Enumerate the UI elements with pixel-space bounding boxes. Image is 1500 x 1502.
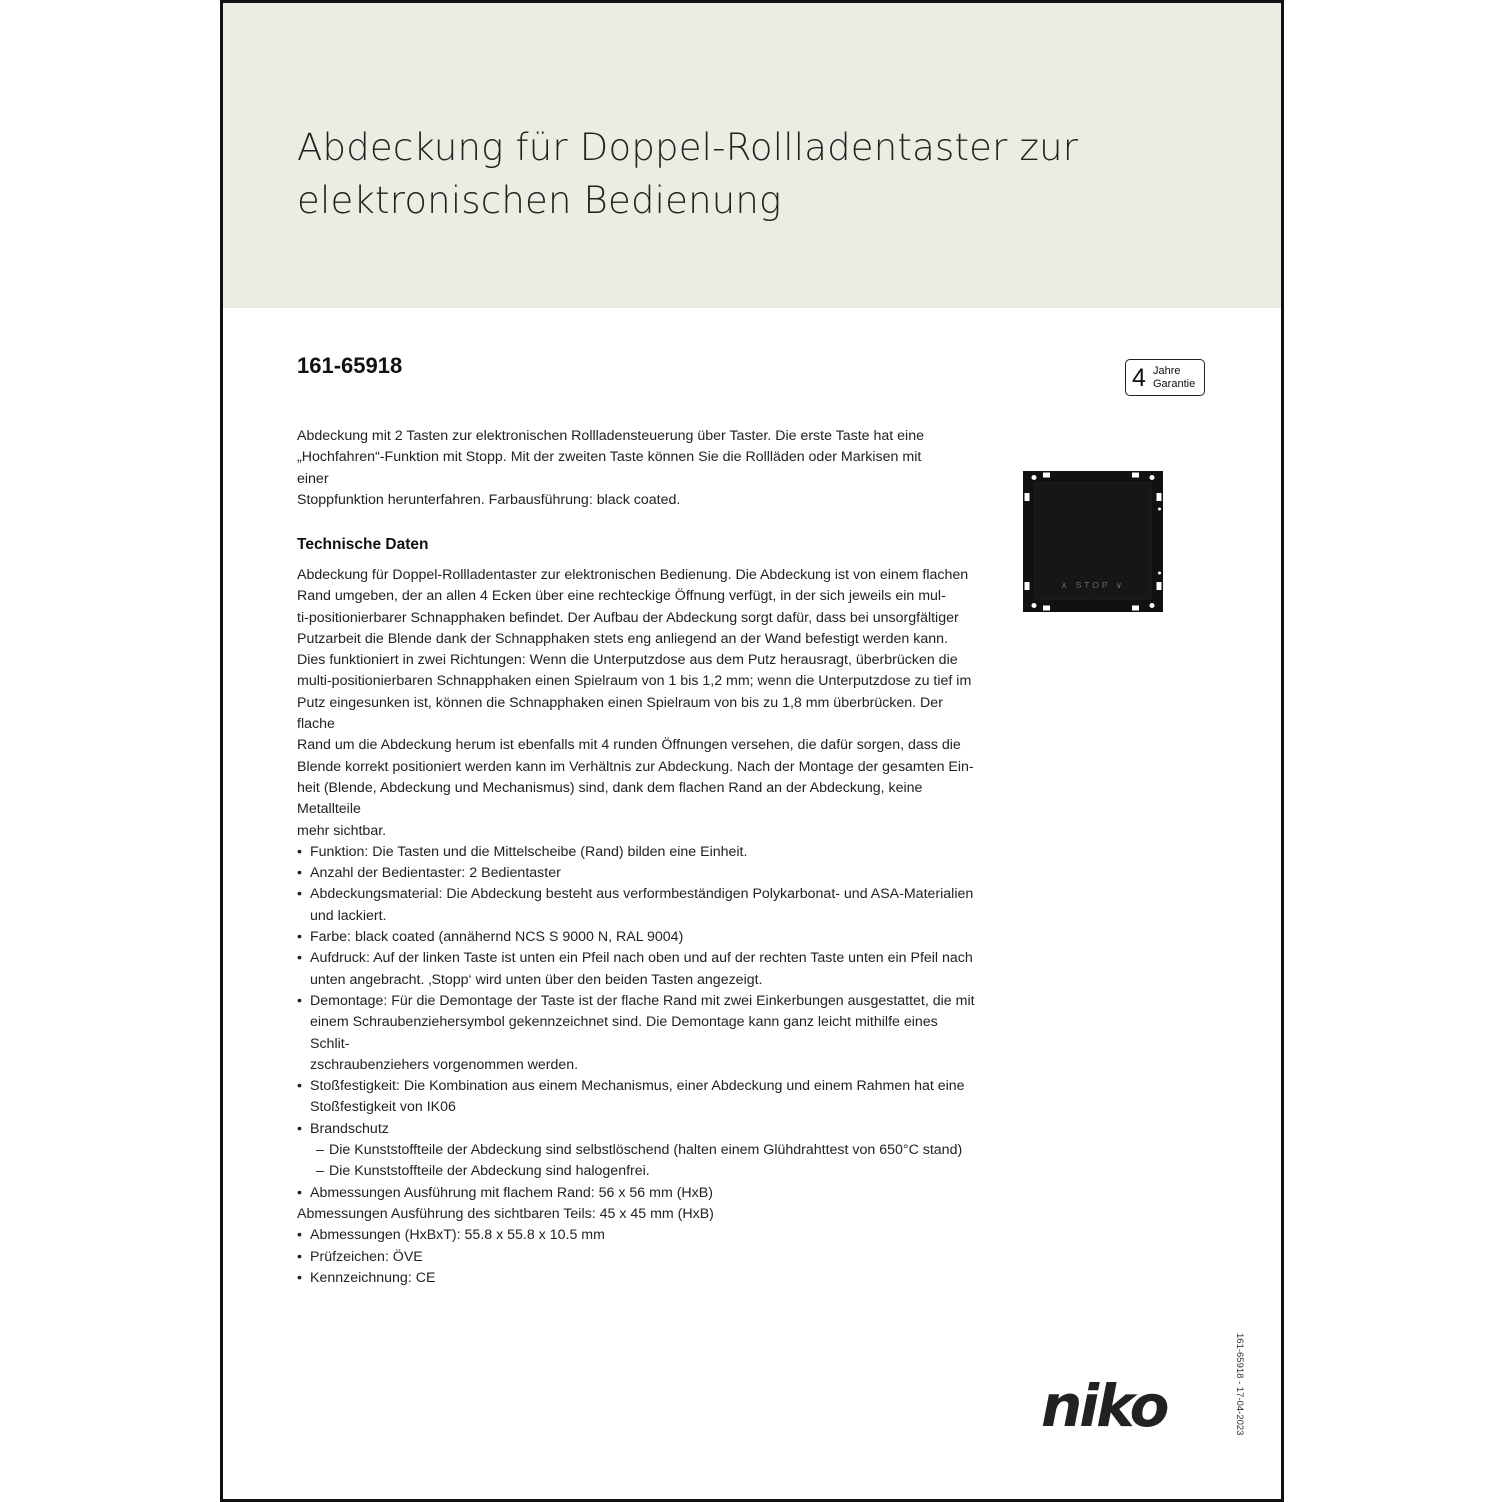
side-reference (1233, 1333, 1245, 1436)
spec-item (297, 948, 977, 991)
spec-line: Abmessungen Ausführung mit flachem Rand: 56 x 56 mm (HxB) (310, 1184, 713, 1201)
spec-line: Brandschutz (310, 1120, 389, 1137)
spec-subitem (297, 1161, 977, 1182)
description-line: Dies funktioniert in zwei Richtungen: Wenn die Unterputzdose aus dem Putz herausragt, überbrücken die (297, 652, 958, 669)
description-line: Putzarbeit die Blende dank der Schnapphaken stets eng anliegend an der Wand befestigt werden kann. (297, 630, 948, 647)
spec-subitem (297, 1140, 977, 1161)
spec-line: Anzahl der Bedientaster: 2 Bedientaster (310, 865, 561, 882)
button-cover-icon (1021, 469, 1165, 614)
spec-line: Die Kunststoffteile der Abdeckung sind halogenfrei. (329, 1163, 650, 1180)
specification-list (297, 842, 977, 1289)
spec-item (297, 1247, 977, 1268)
technical-description (297, 565, 977, 842)
intro-paragraph (297, 426, 937, 511)
spec-line: Stoßfestigkeit von IK06 (310, 1099, 456, 1116)
spec-item (297, 1268, 977, 1289)
spec-line: zschraubenziehers vorgenommen werden. (310, 1056, 579, 1073)
spec-line: Abdeckungsmaterial: Die Abdeckung besteht aus verformbeständigen Polykarbonat- und ASA-Materialien (310, 886, 974, 903)
warranty-label-garantie: Garantie (1153, 378, 1196, 390)
intro-line: „Hochfahren“-Funktion mit Stopp. Mit der zweiten Taste können Sie die Rollläden oder Markisen mit einer (297, 449, 922, 487)
description-line: Abdeckung für Doppel-Rollladentaster zur elektronischen Bedienung. Die Abdeckung ist von einem flachen (297, 567, 969, 583)
description-line: ti-positionierbarer Schnapphaken befindet. Der Aufbau der Abdeckung sorgt dafür, dass bei unsorgfältiger (297, 609, 959, 626)
warranty-years: 4 (1132, 364, 1146, 392)
warranty-label-jahre: Jahre (1153, 365, 1181, 377)
title-line-2: elektronischen Bedienung (297, 179, 782, 222)
spec-line: Farbe: black coated (annähernd NCS S 9000 N, RAL 9004) (310, 929, 684, 946)
description-line: multi-positionierbaren Schnapphaken einen Spielraum von 1 bis 1,2 mm; wenn die Unterputzdose zu tief im (297, 673, 972, 690)
spec-item (297, 842, 977, 863)
description-line: Rand umgeben, der an allen 4 Ecken über eine rechteckige Öffnung verfügt, in der sich jeweils ein mul- (297, 588, 946, 605)
spec-line: einem Schraubenziehersymbol gekennzeichnet sind. Die Demontage kann ganz leicht mithilfe eines Schlit- (310, 1014, 938, 1052)
niko-logo (1041, 1381, 1211, 1431)
logo-text: niko (1041, 1381, 1167, 1431)
spec-line: und lackiert. (310, 907, 387, 924)
spec-item (297, 1204, 977, 1225)
datasheet-page (220, 0, 1284, 1502)
intro-line: Stoppfunktion herunterfahren. Farbausführung: black coated. (297, 491, 681, 508)
spec-item (297, 1076, 977, 1119)
spec-item (297, 884, 977, 927)
spec-line: Funktion: Die Tasten und die Mittelscheibe (Rand) bilden eine Einheit. (310, 843, 748, 860)
description-line: Blende korrekt positioniert werden kann im Verhältnis zur Abdeckung. Nach der Montage der gesamten Ein- (297, 758, 974, 775)
warranty-badge (1125, 359, 1205, 396)
spec-line: Stoßfestigkeit: Die Kombination aus einem Mechanismus, einer Abdeckung und einem Rahmen hat eine (310, 1078, 965, 1095)
spec-item (297, 1119, 977, 1140)
spec-line: Aufdruck: Auf der linken Taste ist unten ein Pfeil nach oben und auf der rechten Taste unten ein Pfeil nach (310, 950, 973, 967)
description-line: Rand um die Abdeckung herum ist ebenfalls mit 4 runden Öffnungen versehen, die dafür sorgen, dass die (297, 737, 961, 754)
spec-item (297, 863, 977, 884)
spec-line: Abmessungen Ausführung des sichtbaren Teils: 45 x 45 mm (HxB) (297, 1205, 714, 1222)
spec-line: Die Kunststoffteile der Abdeckung sind selbstlöschend (halten einem Glühdrahttest von 650°C stand) (329, 1142, 963, 1159)
spec-item (297, 991, 977, 1076)
spec-line: Kennzeichnung: CE (310, 1269, 436, 1286)
product-print-text: ∧ STOP ∨ (1060, 580, 1126, 590)
spec-line: Demontage: Für die Demontage der Taste ist der flache Rand mit zwei Einkerbungen ausgestattet, die mit (310, 992, 975, 1009)
article-number: 161-65918 (297, 353, 403, 378)
document-reference: 161-65918 - 17-04-2023 (1234, 1333, 1245, 1436)
intro-line: Abdeckung mit 2 Tasten zur elektronischen Rollladensteuerung über Taster. Die erste Taste hat eine (297, 428, 924, 444)
spec-item (297, 927, 977, 948)
spec-line: unten angebracht. ‚Stopp‘ wird unten über den beiden Tasten angezeigt. (310, 971, 763, 988)
page-title (297, 121, 1197, 227)
technical-data-body (297, 565, 977, 1289)
description-line: heit (Blende, Abdeckung und Mechanismus) sind, dank dem flachen Rand an der Abdeckung, keine Metallteile (297, 779, 923, 818)
description-line: Putz eingesunken ist, können die Schnapphaken einen Spielraum von bis zu 1,8 mm überbrücken. Der flache (297, 694, 943, 733)
spec-line: Prüfzeichen: ÖVE (310, 1248, 423, 1265)
title-line-1: Abdeckung für Doppel-Rollladentaster zur (297, 126, 1079, 169)
spec-item (297, 1183, 977, 1204)
spec-line: Abmessungen (HxBxT): 55.8 x 55.8 x 10.5 mm (310, 1227, 605, 1244)
spec-item (297, 1225, 977, 1246)
technical-data-heading: Technische Daten (297, 536, 429, 553)
description-line: mehr sichtbar. (297, 822, 387, 839)
